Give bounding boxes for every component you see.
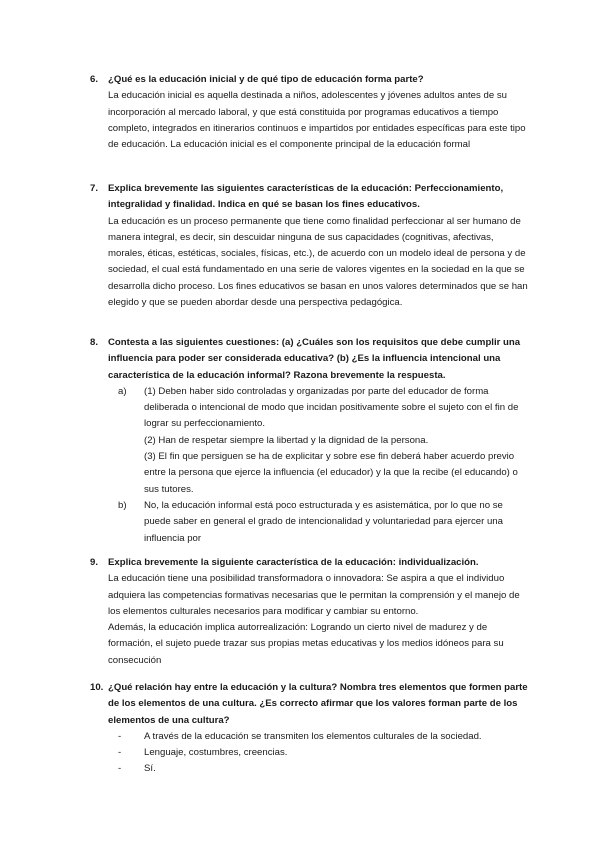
list-item-text: Sí. bbox=[144, 763, 156, 775]
question-10 bbox=[90, 680, 530, 778]
list-item bbox=[108, 729, 530, 745]
item-marker: a) bbox=[118, 385, 127, 397]
question-title: ¿Qué es la educación inicial y de qué tipo de educación forma parte? bbox=[108, 74, 424, 85]
answer-text: No, la educación informal está poco estructurada y es asistemática, por lo que no se puede saber en general el grado de intencionalidad y voluntariedad para ejercer una influencia por bbox=[144, 499, 503, 544]
question-9 bbox=[90, 555, 530, 669]
question-title: Explica brevemente la siguiente característica de la educación: individualización. bbox=[108, 557, 479, 568]
question-title: Explica brevemente las siguientes características de la educación: Perfeccionamiento, integralidad y finalidad. Indica en qué se basan los fines educativos. bbox=[108, 183, 504, 211]
requirement-1: (1) Deben haber sido controladas y organizadas por parte del educador de forma deliberada o intencional de modo que incidan positivamente sobre el sujeto con el fin de lograr su perfeccionamiento. bbox=[144, 385, 519, 430]
question-8 bbox=[90, 335, 530, 547]
question-6 bbox=[90, 72, 530, 153]
answer-text: La educación es un proceso permanente que tiene como finalidad perfeccionar al ser humano de manera integral, es decir, sin descuidar ninguna de sus capacidades (cognitivas, afectivas, morales, éticas, estéticas, sociales, físicas, etc.), de acuerdo con un modelo ideal de persona y de sociedad, el cual está fundamentado en una serie de valores vigentes en la sociedad en la que se desarrolla dicho proceso. Los fines educativos se basan en unos valores determinados que se han elegido y que se pueden abordar desde una perspectiva pedagógica. bbox=[108, 215, 528, 309]
dash-marker: - bbox=[118, 730, 122, 742]
answer-paragraph: La educación tiene una posibilidad transformadora o innovadora: Se aspira a que el individuo adquiera las competencias formativas necesarias que le permitan la comprensión y el manejo de los elementos culturales necesarios para modificar y cambiar su entorno. bbox=[108, 573, 520, 617]
list-item-text: Lenguaje, costumbres, creencias. bbox=[144, 747, 288, 759]
question-7 bbox=[90, 181, 530, 311]
question-number: 7. bbox=[90, 183, 99, 194]
answer-paragraph: Además, la educación implica autorrealización: Logrando un cierto nivel de madurez y de formación, el sujeto puede trazar sus propias metas educativas y los medios idóneos para su consecución bbox=[108, 622, 504, 666]
question-title: ¿Qué relación hay entre la educación y la cultura? Nombra tres elementos que formen parte de los elementos de una cultura. ¿Es correcto afirmar que los valores forman parte de los elementos de una cultura? bbox=[108, 682, 528, 726]
question-number: 6. bbox=[90, 74, 99, 85]
list-item bbox=[108, 761, 530, 777]
answer-text: La educación inicial es aquella destinada a niños, adolescentes y jóvenes adultos antes de su incorporación al mercado laboral, y que está constituida por programas educativos a tiempo completo, integrados en itinerarios continuos e impartidos por entidades específicas para este tipo de educación. La educación inicial es el componente principal de la educación formal bbox=[108, 90, 526, 151]
question-number: 10. bbox=[90, 682, 104, 693]
list-item bbox=[108, 745, 530, 761]
question-number: 8. bbox=[90, 337, 99, 348]
answer-item-a bbox=[108, 384, 530, 498]
requirement-3: (3) El fin que persiguen se ha de explicitar y sobre ese fin deberá haber acuerdo previo entre la persona que ejerce la influencia (el educador) y la que la recibe (el educando) o sus tutores. bbox=[144, 451, 518, 495]
item-marker: b) bbox=[118, 499, 127, 511]
question-title: Contesta a las siguientes cuestiones: (a) ¿Cuáles son los requisitos que debe cumplir una influencia para poder ser considerada educativa? (b) ¿Es la influencia intencional una característica de la educación informal? Razona brevemente la respuesta. bbox=[108, 337, 521, 381]
answer-item-b bbox=[108, 498, 530, 547]
dash-marker: - bbox=[118, 747, 122, 759]
question-number: 9. bbox=[90, 557, 99, 568]
dash-marker: - bbox=[118, 763, 122, 775]
list-item-text: A través de la educación se transmiten los elementos culturales de la sociedad. bbox=[144, 730, 482, 742]
requirement-2: (2) Han de respetar siempre la libertad y la dignidad de la persona. bbox=[144, 434, 429, 446]
